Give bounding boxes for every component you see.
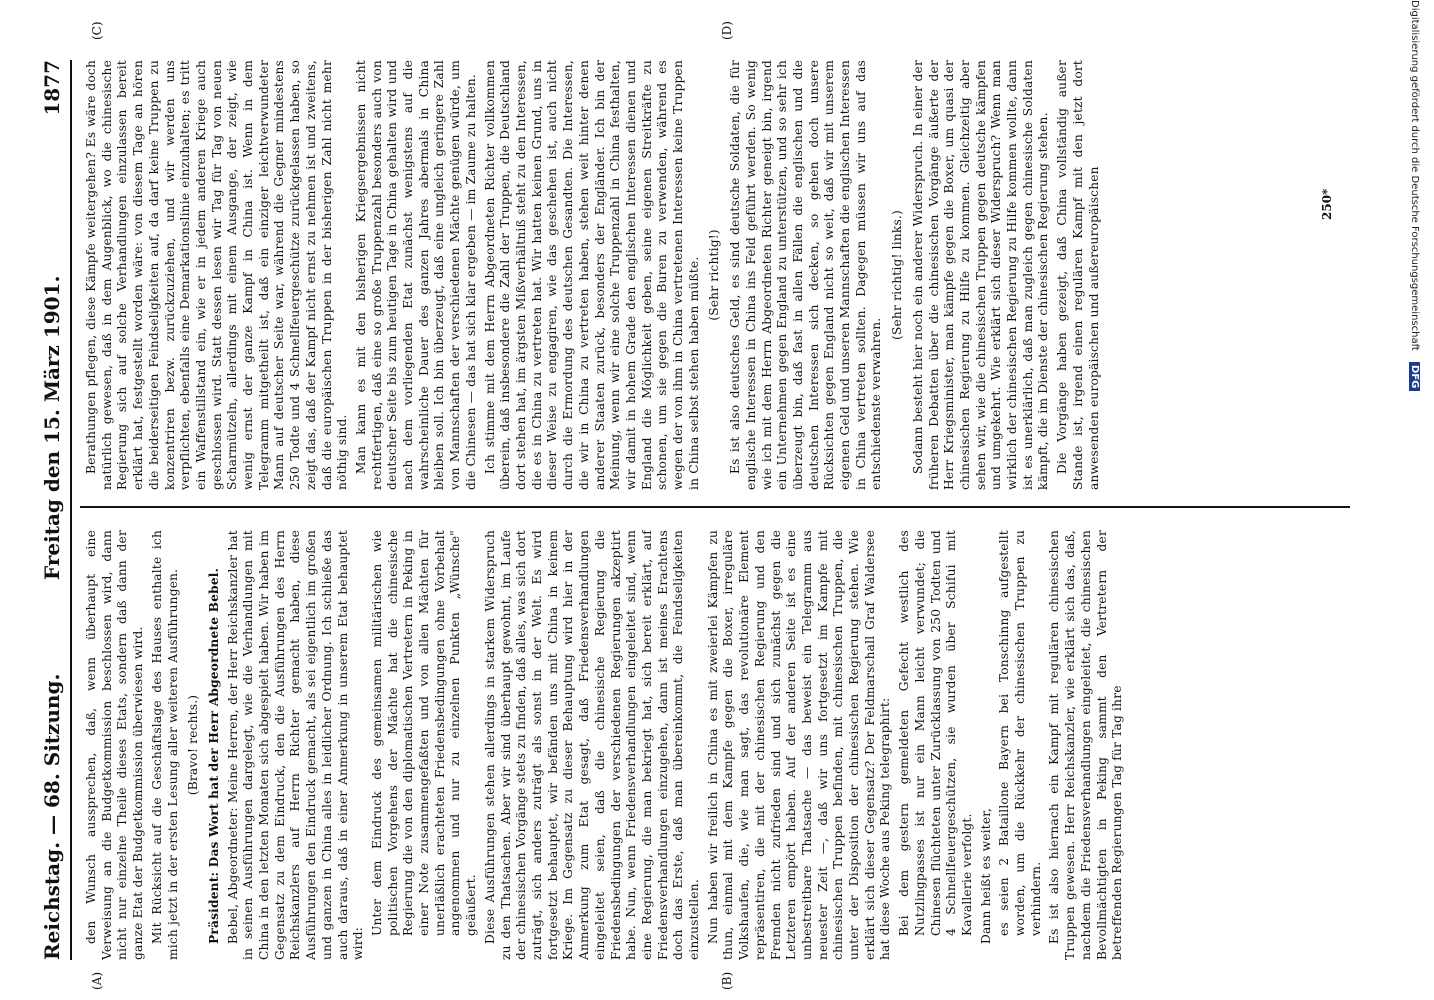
paragraph: Dann heißt es weiter, <box>978 807 993 944</box>
paragraph: Berathungen pflegen, diese Kämpfe weitergehen? Es wäre doch natürlich gewesen, daß in dem Augenblick, wo die chinesische Regierung sich auf solche Verhandlungen einzulassen bereit erklärt hat, festgestellt worden wäre: von diesem Tage an hören die beiderseitigen Feindseligkeiten auf, da darf keine Truppen zu konzentriren bezw. zurückzuziehen, und wir werden uns verpflichten, ebenfalls eine Demarkationslinie einzuhalten; es tritt ein Waffenstillstand ein, wie er in jedem anderen Kriege auch geschlossen wird. Statt dessen lesen wir Tag für Tag von neuen Scharmützeln, allerdings mit einem Ausgange, der zeigt, wie wenig ernst der ganze Kampf in China ist. Wenn in dem Telegramm mitgetheilt ist, daß ein einziger leichtverwundeter Mann auf deutscher Seite war, während die Gegner mindestens 250 Todte und 4 Schnellfeuergeschütze zurückgelassen haben, so zeigt das, daß der Kampf nicht ernst zu nehmen ist und zweitens, daß die europäischen Truppen in der bisherigen Zahl nicht mehr nöthig sind. <box>84 60 350 490</box>
column-divider <box>80 506 1350 508</box>
paragraph: Die Vorgänge haben gezeigt, daß China vollständig außer Stande ist, irgend einen regulären Kampf mit den jetzt dort anwesenden europäischen und außereuropäischen <box>1055 60 1101 490</box>
margin-marker-d: (D) <box>720 21 734 40</box>
signature-mark: 250* <box>1320 188 1334 220</box>
header-rule <box>70 60 72 960</box>
interjection: (Sehr richtig! links.) <box>890 210 905 340</box>
paragraph: Nun haben wir freilich in China es mit zweierlei Kämpfen zu thun, einmal mit dem Kampfe gegen die Boxer, irreguläre Volkshaufen, die, wie man sagt, das revolutionäre Element repräsentiren, die mit der chinesischen Regierung und den Fremden nicht zufrieden sind und sich zunächst gegen die Letzteren empört haben. Auf der anderen Seite ist es eine unbestreitbare Thatsache — das beweist ein Telegramm aus neuester Zeit —, daß wir uns fortgesetzt im Kampfe mit chinesischen Truppen befinden, mit chinesischen Truppen, die unter der Disposition der chinesischen Regierung stehen. Wie erklärt sich dieser Gegensatz? Der Feldmarschall Graf Waldersee hat diese Woche aus Peking telegraphirt: <box>705 530 893 960</box>
margin-marker-a: (A) <box>90 971 104 990</box>
margin-marker-c: (C) <box>90 21 104 40</box>
left-column <box>84 530 1344 960</box>
speaker-line: Präsident: Das Wort hat der Herr Abgeordnete Bebel. <box>206 567 221 944</box>
paragraph: Sodann besteht hier noch ein anderer Widerspruch. In einer der früheren Debatten über die chinesischen Vorgänge äußerte der Herr Kriegsminister, man kämpfe gegen die Boxer, um quasi der chinesischen Regierung zu Hilfe zu kommen. Gleichzeitig aber sehen wir, wie die chinesischen Truppen gegen deutsche kämpfen und umgekehrt. Wie erklärt sich dieser Widerspruch? Wenn man wirklich der chinesischen Regierung zu Hilfe kommen wollte, dann ist es unerklärlich, daß man zugleich gegen chinesische Soldaten kämpft, die im Dienste der chinesischen Regierung stehen. <box>910 60 1051 490</box>
paragraph: Ich stimme mit dem Herrn Abgeordneten Richter vollkommen überein, daß insbesondere die Zahl der Truppen, die Deutschland dort stehen hat, im ärgsten Mißverhältniß steht zu den Interessen, die es in China zu vertreten hat. Wir hatten keinen Grund, uns in dieser Weise zu engagiren, wie das geschehen ist, auch nicht durch die Ermordung des deutschen Gesandten. Die Interessen, die wir in China zu vertreten haben, stehen weit hinter denen anderer Staaten zurück, besonders der Engländer. Ich bin der Meinung, wenn wir eine solche Truppenzahl in China festhalten, wir damit in hohem Grade den englischen Interessen dienen und England die Möglichkeit geben, seine eigenen Streitkräfte zu schonen, um sie gegen die Buren zu verwenden, während es wegen der von ihm in China vertretenen Interessen keine Truppen in China selbst stehen haben müßte. <box>482 60 701 490</box>
header-date: Freitag den 15. März 1901. <box>40 275 64 580</box>
quotation: Unter dem Eindruck des gemeinsamen militärischen wie politischen Vorgehens der Mächte hat die chinesische Regierung die von den diplomatischen Vertretern in Peking in einer Note zusammengefaßten und von allen Mächten für unerläßlich erachteten Friedensbedingungen ohne Vorbehalt angenommen und nur zu einzelnen Punkten „Wünsche" geäußert. <box>369 530 479 936</box>
paragraph: den Wunsch aussprechen, daß, wenn überhaupt eine Verweisung an die Budgetkommission beschlossen wird, dann nicht nur einzelne Theile dieses Etats, sondern daß dann der ganze Etat der Budgetkommission überwiesen wird. <box>84 530 146 960</box>
digitization-text: Digitalisierung gefördert durch die Deutsche Forschungsgemeinschaft <box>1409 0 1420 351</box>
dfg-logo: DFG <box>1409 362 1420 391</box>
interjection: (Bravo! rechts.) <box>186 694 201 796</box>
paragraph: Bebel, Abgeordneter: Meine Herren, der Herr Reichskanzler hat in seinen Ausführungen dargelegt, wie die Verhandlungen mit China in den letzten Monaten sich abgespielt haben. Wir haben im Gegensatz zu dem Eindruck, den die Ausführungen des Herrn Reichskanzlers auf Herrn Richter gemacht haben, diese Ausführungen den Eindruck gemacht, als sei eigentlich im großen und ganzen in China alles in leidlicher Ordnung. Ich schließe das auch daraus, daß in einer Anmerkung in unserem Etat behauptet wird: <box>225 530 366 960</box>
quotation: es seien 2 Bataillone Bayern bei Tonschinng aufgestellt worden, um die Rückkehr der chinesischen Truppen zu verhindern. <box>997 530 1043 936</box>
paragraph: Es ist also deutsches Geld, es sind deutsche Soldaten, die für englische Interessen in China ins Feld geführt werden. So wenig wie ich mit dem Herrn Abgeordneten Richter geneigt bin, irgend ein Unternehmen gegen England zu unterstützen, und so sehr ich überzeugt bin, daß fast in allen Fällen die englischen und die deutschen Interessen sich decken, so gehen doch unsere Rücksichten gegen England nicht so weit, daß wir mit unserem eigenen Geld und unseren Mannschaften die englischen Interessen in China vertreten sollten. Dagegen müssen wir uns auf das entschiedenste verwahren. <box>728 60 884 490</box>
paragraph: Es ist also hiernach ein Kampf mit regulären chinesischen Truppen gewesen. Herr Reichskanzler, wie erklärt sich das, daß, nachdem die Friedensverhandlungen eingeleitet, die chinesischen Bevollmächtigten in Peking sammt den Vertretern der betreffenden Regierungen Tag für Tag ihre <box>1047 530 1125 960</box>
right-column <box>84 60 1344 490</box>
paragraph: Diese Ausführungen stehen allerdings in starkem Widerspruch zu den Thatsachen. Aber wir sind überhaupt gewohnt, im Laufe der chinesischen Vorgänge stets zu finden, daß alles, was sich dort zuträgt, sich anders zuträgt als sonst in der Welt. Es wird fortgesetzt behauptet, wir befänden uns mit China in keinem Kriege. Im Gegensatz zu dieser Behauptung wird hier in der Anmerkung zum Etat gesagt, daß Friedensverhandlungen eingeleitet seien, daß die chinesische Regierung die Friedensbedingungen der verschiedenen Regierungen akzeptirt habe. Nun, wenn Friedensverhandlungen eingeleitet sind, wenn eine Regierung, die man bekriegt hat, sich bereit erklärt, auf Friedensverhandlungen einzugehen, dann ist meines Erachtens doch das Erste, daß man übereinkommt, die Feindseligkeiten einzustellen. <box>482 530 702 960</box>
digitization-note <box>1406 0 1420 1000</box>
header-left: Reichstag. — 68. Sitzung. <box>40 673 64 960</box>
margin-marker-b: (B) <box>720 971 734 990</box>
quotation: Bei dem gestern gemeldeten Gefecht westlich des Nutzlingpasses ist nur ein Mann leicht verwundet; die Chinesen flüchteten unter Zurücklassung von 250 Todten und 4 Schnellfeuergeschützen, sie wurden über Schifui mit Kavallerie verfolgt. <box>897 530 974 936</box>
interjection: (Sehr richtig!) <box>707 229 722 321</box>
paragraph: Mit Rücksicht auf die Geschäftslage des Hauses enthalte ich mich jetzt in der ersten Lesung aller weiteren Ausführungen. <box>149 530 180 960</box>
page-number: 1877 <box>40 60 64 116</box>
paragraph: Man kann es mit den bisherigen Kriegsergebnissen nicht rechtfertigen, daß eine so große Truppenzahl besonders auch von deutscher Seite bis zum heutigen Tage in China gehalten wird und nach dem vorliegenden Etat zunächst wenigstens auf die wahrscheinliche Dauer des ganzen Jahres abermals in China bleiben soll. Ich bin überzeugt, daß eine ungleich geringere Zahl von Mannschaften der verschiedenen Mächte genügen würde, um die Chinesen — das hat sich klar ergeben — im Zaume zu halten. <box>353 60 478 490</box>
